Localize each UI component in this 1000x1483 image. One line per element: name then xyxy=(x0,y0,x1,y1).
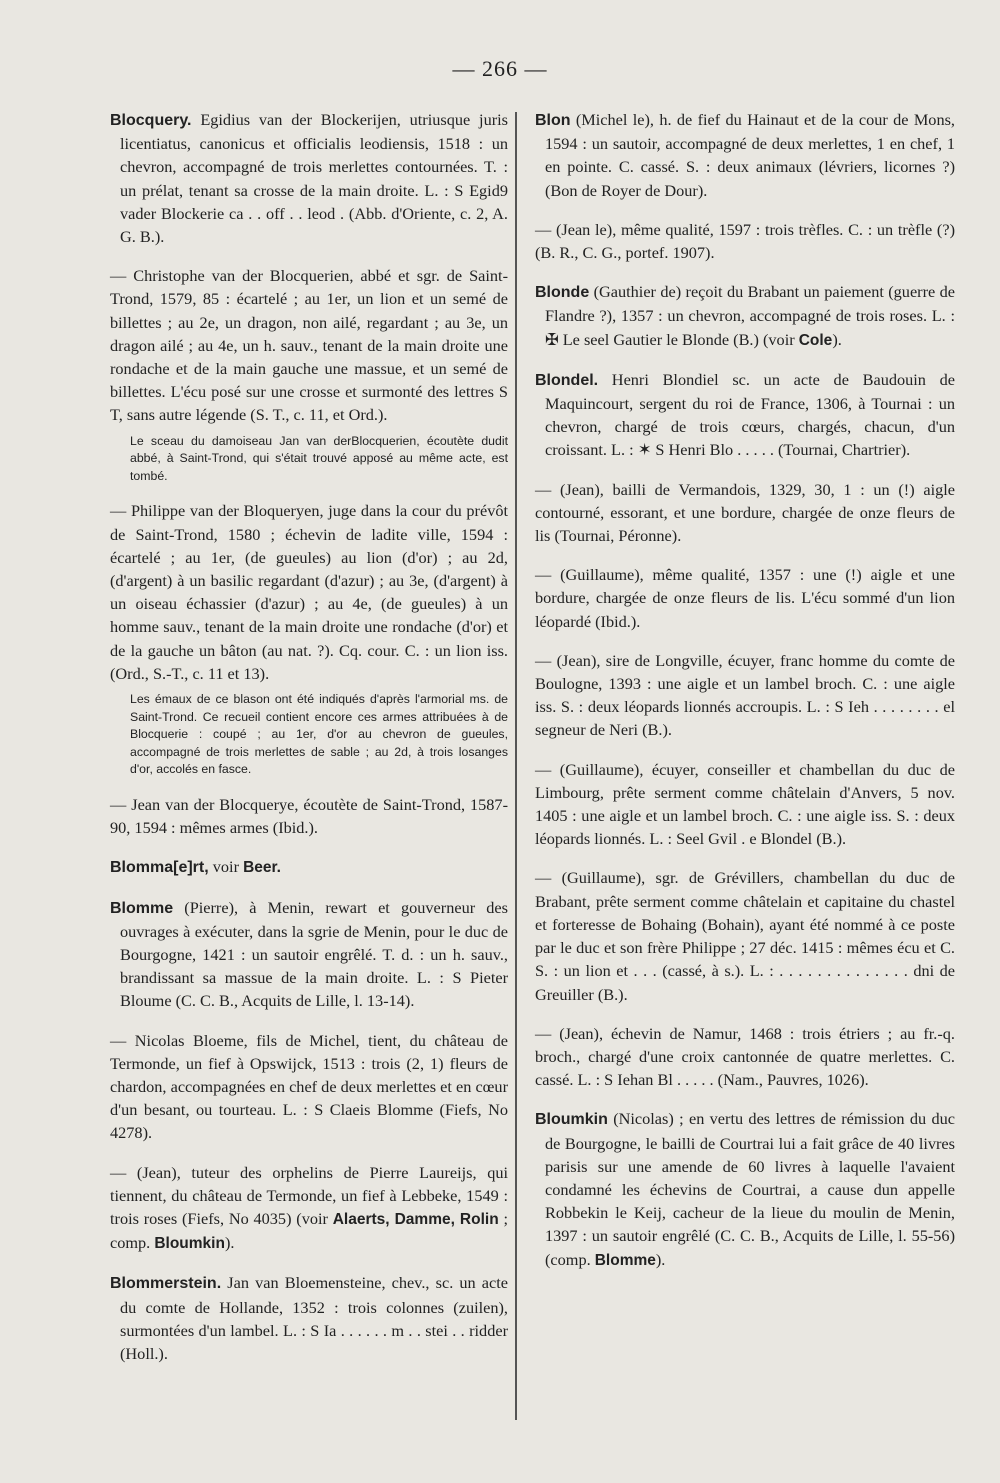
sub-entry xyxy=(110,1161,508,1256)
sub-entry xyxy=(110,264,508,426)
entry xyxy=(110,896,508,1013)
entry-text: Les émaux de ce blason ont été indiqués d'après l'armorial ms. de Saint-Trond. Ce recueil contient encore ces armes attribuées à de Blocquerie : coupé ; au 1er, d'or au chevron de gueules, accompagné de trois merlettes de sable ; au 2d, à trois losanges d'or, accolés en fasce. xyxy=(130,692,508,777)
entry-text: — (Jean), échevin de Namur, 1468 : trois étriers ; au fr.-q. broch., chargé d'une croix cantonnée de quatre merlettes. C. cassé. L. : S Iehan Bl . . . . . (Nam., Pauvres, 1026). xyxy=(535,1023,955,1090)
entry xyxy=(535,108,955,202)
cross-reference: Cole xyxy=(798,331,833,349)
entry-text: Egidius van der Blockerijen, utriusque juris licentiatus, canonicus et officialis leodiensis, 1518 : un chevron, accompagné de trois merlettes contournées. T. : un prélat, tenant sa crosse de la main droite. L. : S Egid9 vader Blockerie ca . . off . . leod . (Abb. d'Oriente, c. 2, A. G. B.). xyxy=(120,110,508,247)
entry-text: ). xyxy=(224,1233,235,1253)
entry-text: — (Jean), tuteur des orphelins de Pierre Laureijs, qui tiennent, du château de Termonde, un fief à Lebbeke, 1549 : trois roses (Fiefs, No 4035) (voir xyxy=(110,1162,508,1229)
entry-text: ; comp. xyxy=(110,1209,508,1253)
sub-entry xyxy=(110,793,508,839)
entry xyxy=(535,368,955,462)
right-column xyxy=(535,108,955,1288)
entry xyxy=(110,108,508,248)
entry-text: (Gauthier de) reçoit du Brabant un paiement (guerre de Flandre ?), 1357 : un chevron, accompagné de trois roses. L. : ✠ Le seel Gautier le Blonde (B.) (voir xyxy=(545,282,955,349)
cross-reference: Blomme xyxy=(594,1251,656,1269)
entry-text: Henri Blondiel sc. un acte de Baudouin de Maquincourt, sergent du roi de France, 1306, à Tournai : un chevron, chargé de trois cœurs, chargés, chacun, d'un croissant. L. : ✶ S Henri Blo . . . . . (Tournai, Chartrier). xyxy=(545,369,955,460)
entry-text: — (Guillaume), écuyer, conseiller et chambellan du duc de Limbourg, prête serment comme châtelain d'Anvers, 5 nov. 1405 : une aigle et un lambel broch. C. : une aigle iss. S. : deux léopards lionnés. L. : Seel Gvil . e Blondel (B.). xyxy=(535,759,955,849)
entry-headword: Bloumkin xyxy=(535,1111,608,1129)
sub-entry xyxy=(110,1029,508,1145)
entry-text: Jan van Bloemensteine, chev., sc. un acte du comte de Hollande, 1352 : trois colonnes (zuilen), surmontées d'un lambel. L. : S Ia . . . . . . m . . stei . . ridder (Holl.). xyxy=(120,1273,508,1364)
entry xyxy=(110,855,508,879)
entry-headword: Blonde xyxy=(535,284,590,302)
cross-reference: Alaerts, Damme, Rolin xyxy=(332,1211,499,1229)
entry-text: voir xyxy=(208,857,244,877)
sub-entry xyxy=(535,866,955,1005)
entry-text: Le sceau du damoiseau Jan van derBlocquerien, écoutète dudit abbé, à Saint-Trond, qui s'était trouvé apposé au même acte, est tombé. xyxy=(130,433,508,483)
entry-text: — Nicolas Bloeme, fils de Michel, tient, du château de Termonde, un fief à Opswijck, 1513 : trois (2, 1) fleurs de chardon, accompagnées en chef de deux merlettes et en cœur d'un besant, ou tourteau. L. : S Claeis Blomme (Fiefs, No 4278). xyxy=(110,1030,508,1143)
entry xyxy=(535,280,955,352)
entry-text: — Philippe van der Bloqueryen, juge dans la cour du prévôt de Saint-Trond, 1580 ; échevin de ladite ville, 1594 : écartelé ; au 1er, (de gueules) au lion (d'or) ; au 2d, (d'argent) à un basilic regardant (d'azur) ; au 3e, (d'argent) à un oiseau échassier (d'azur) ; au 4e, (de gueules) à un homme sauv., tenant de la main droite une rondache (d'or) et de la gauche un bâton (au nat. ?). Cq. cour. C. : un lion iss. (Ord., S.-T., c. 11 et 13). xyxy=(110,501,508,683)
entry-headword: Blommerstein. xyxy=(110,1275,222,1293)
sub-entry xyxy=(535,758,955,851)
entry-text: — Christophe van der Blocquerien, abbé et sgr. de Saint-Trond, 1579, 85 : écartelé ; au 1er, un lion et un semé de billettes ; au 2e, un dragon, non ailé, regardant ; au 3e, un dragon ailé ; au 4e, un h. sauv., tenant de la main droite une rondache et de la main gauche une massue, et un semé de billettes. L'écu posé sur une crosse et surmonté des lettres S T, sans autre légende (S. T., c. 11, et Ord.). xyxy=(110,266,508,425)
entry-text: ). xyxy=(832,329,842,349)
cross-reference: Bloumkin xyxy=(154,1235,225,1253)
entry-text: — Jean van der Blocquerye, écoutète de Saint-Trond, 1587-90, 1594 : mêmes armes (Ibid.). xyxy=(110,795,508,838)
entry-text: ). xyxy=(655,1249,666,1269)
entry-headword: Blomma[e]rt, xyxy=(110,859,209,877)
entry-text: — (Guillaume), même qualité, 1357 : une (!) aigle et une bordure, chargée de onze fleurs de lis. L'écu sommé d'un lion léopardé (Ibid.). xyxy=(535,565,955,631)
entry-headword: Blomme xyxy=(110,899,174,917)
entry xyxy=(535,1107,955,1271)
footnote xyxy=(110,433,508,486)
entry-text: — (Jean le), même qualité, 1597 : trois trèfles. C. : un trèfle (?) (B. R., C. G., portef. 1907). xyxy=(535,219,955,263)
entry-text: — (Guillaume), sgr. de Grévillers, chambellan du duc de Brabant, prête serment comme châtelain et capitaine du chastel et forteresse de Bohaing (Bohain), ayant été nommé à ce poste par le duc et son frère Philippe ; 27 déc. 1415 : mêmes écu et C. S. : un lion et . . . (cassé, à s.). L. : . . . . . . . . . . . . . . dni de Greuiller (B.). xyxy=(535,868,955,1004)
sub-entry xyxy=(110,499,508,685)
entry-text: (Michel le), h. de fief du Hainaut et de la cour de Mons, 1594 : un sautoir, accompagné de deux merlettes, 1 en chef, 1 en pointe. C. cassé. S. : deux animaux (lévriers, licornes ?) (Bon de Royer de Dour). xyxy=(545,110,955,200)
sub-entry xyxy=(535,478,955,548)
entry-text: — (Jean), sire de Longville, écuyer, franc homme du comte de Boulogne, 1393 : une aigle et un lambel broch. C. : une aigle iss. S. : deux léopards lionnés accroupis. L. : S Ieh . . . . . . . . el segneur de Neri (B.). xyxy=(535,650,955,740)
entry-headword: Blondel. xyxy=(535,371,599,389)
entry-text: — (Jean), bailli de Vermandois, 1329, 30, 1 : un (!) aigle contourné, essorant, et une bordure, chargée de onze fleurs de lis (Tournai, Péronne). xyxy=(535,479,955,546)
entry-headword: Blocquery. xyxy=(110,112,192,129)
sub-entry xyxy=(535,218,955,264)
entry-text: (Nicolas) ; en vertu des lettres de rémission du duc de Bourgogne, le bailli de Courtrai lui a fait grâce de 40 livres parisis sur une amende de 60 livres à laquelle l'avaient condamné les échevins de Courtrai, a cause dun appelle Robbekin le Keij, cacheur de la lieue du moulin de Menin, 1397 : un sautoir engrêlé (C. C. B., Acquits de Lille, l. 55-56) (comp. xyxy=(545,1109,955,1269)
footnote xyxy=(110,691,508,779)
page-number: — 266 — xyxy=(452,56,548,81)
sub-entry xyxy=(535,563,955,633)
cross-reference: Beer. xyxy=(243,859,281,877)
entry-headword: Blon xyxy=(535,112,571,129)
entry-text: (Pierre), à Menin, rewart et gouverneur des ouvrages à exécuter, dans la sgrie de Menin, pour le duc de Bourgogne, 1421 : un sautoir engrêlé. T. d. : un h. sauv., brandissant sa massue de la main droite. L. : S Pieter Bloume (C. C. B., Acquits de Lille, l. 13-14). xyxy=(120,897,508,1011)
column-divider xyxy=(515,112,517,1420)
left-column xyxy=(110,108,508,1381)
sub-entry xyxy=(535,649,955,742)
sub-entry xyxy=(535,1022,955,1092)
entry xyxy=(110,1271,508,1365)
